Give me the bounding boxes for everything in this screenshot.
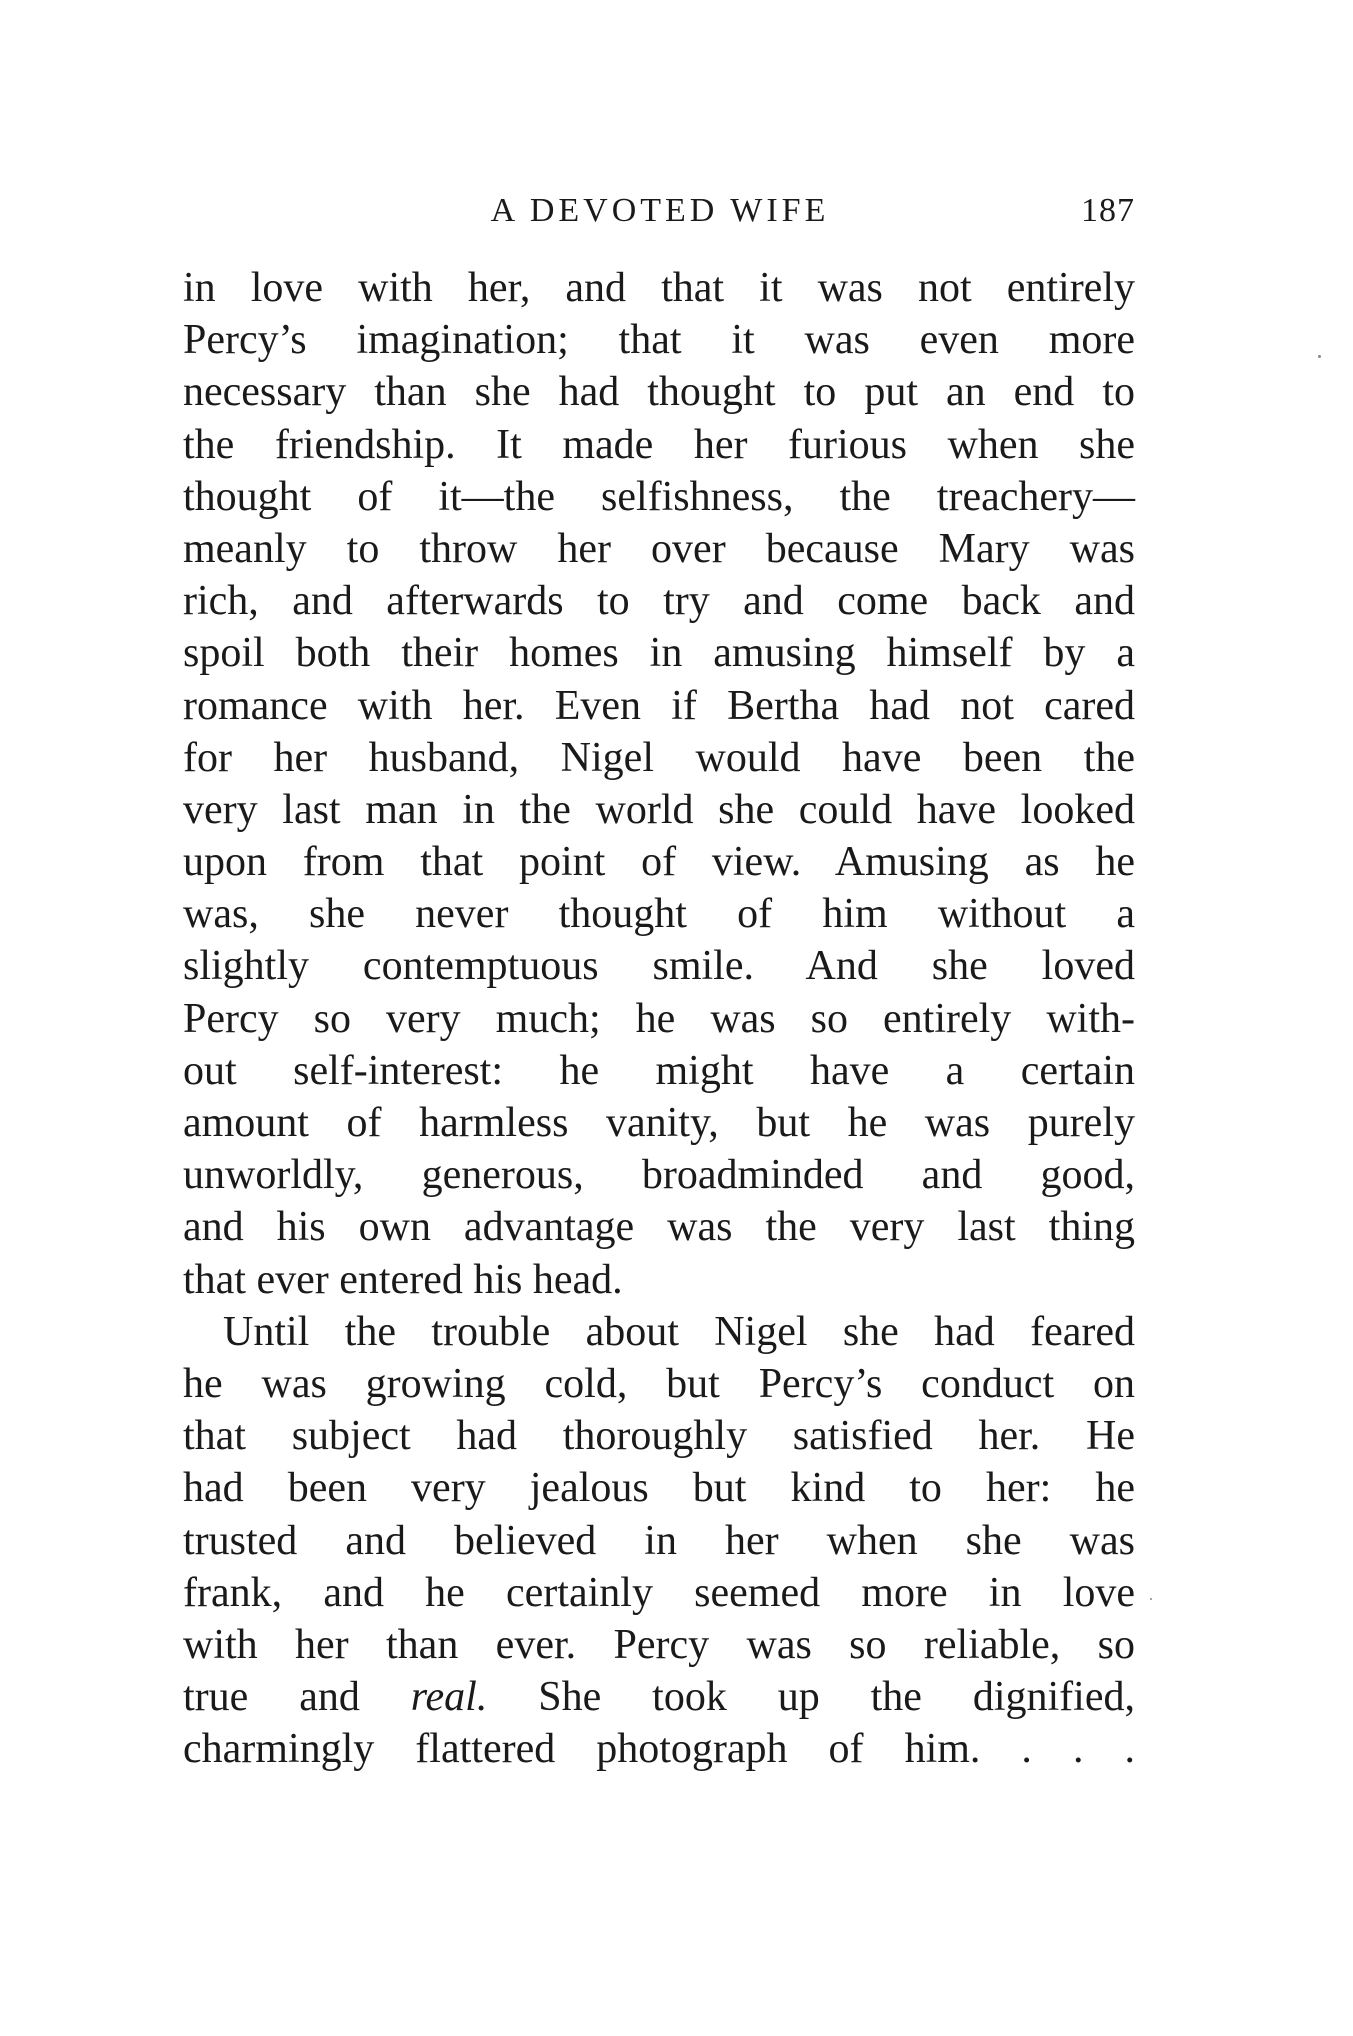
text-line: upon from that point of view. Amusing as he [183,839,1135,886]
text-segment: true and [183,1674,411,1721]
text-line: unworldly, generous, broadminded and good, [183,1152,1135,1199]
text-line: the friendship. It made her furious when she [183,421,1135,468]
text-line: very last man in the world she could have looked [183,786,1135,833]
text-line-with-italic [183,1671,1135,1723]
text-line: that ever entered his head. [183,1256,623,1303]
text-line: rich, and afterwards to try and come back and [183,578,1135,625]
text-line: was, she never thought of him without a [183,891,1135,938]
running-title: A DEVOTED WIFE [490,192,830,229]
text-line: amount of harmless vanity, but he was purely [183,1100,1135,1146]
text-line: with her than ever. Percy was so reliable, so [183,1621,1135,1668]
text-line: slightly contemptuous smile. And she loved [183,943,1135,990]
text-line: frank, and he certainly seemed more in love [183,1569,1135,1616]
italic-word: real. [410,1674,488,1721]
paragraph-1 [183,262,1135,1306]
text-line: for her husband, Nigel would have been the [183,734,1135,781]
text-line: had been very jealous but kind to her: he [183,1465,1135,1512]
paper-speck [1150,1598,1152,1600]
text-line: thought of it—the selfishness, the treachery— [183,473,1135,520]
text-line: Percy’s imagination; that it was even more [183,317,1135,364]
text-line: Percy so very much; he was so entirely with- [183,995,1135,1042]
text-line: romance with her. Even if Bertha had not cared [183,682,1135,729]
text-line: meanly to throw her over because Mary was [183,525,1135,572]
text-line: spoil both their homes in amusing himself by a [183,630,1135,677]
page-number: 187 [1081,192,1135,229]
text-segment: She took up the dignified, [487,1674,1135,1721]
running-head [185,192,1135,242]
paper-speck [1318,355,1321,358]
body-text [183,262,1135,1775]
text-line: trusted and believed in her when she was [183,1517,1135,1564]
text-line: he was growing cold, but Percy’s conduct on [183,1360,1135,1407]
text-line: and his own advantage was the very last thing [183,1204,1135,1251]
text-line: in love with her, and that it was not entirely [183,265,1135,311]
paragraph-2 [183,1306,1135,1776]
text-line: necessary than she had thought to put an end to [183,369,1135,416]
text-line: out self-interest: he might have a certain [183,1047,1135,1094]
text-line: Until the trouble about Nigel she had feared [223,1308,1135,1355]
text-line: that subject had thoroughly satisfied her. He [183,1413,1135,1460]
text-line: charmingly flattered photograph of him. . . . [183,1726,1135,1773]
